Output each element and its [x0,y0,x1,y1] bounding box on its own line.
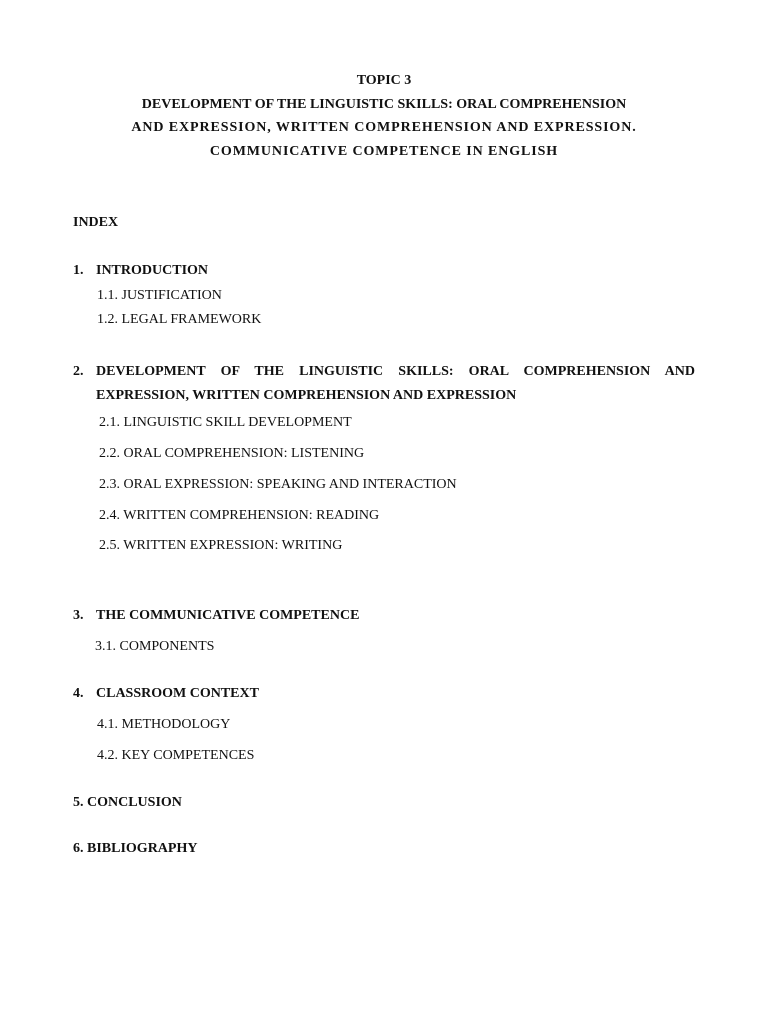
document-title [0,69,768,163]
subsection-item: 2.1. LINGUISTIC SKILL DEVELOPMENT [99,415,352,430]
section-title-line-1: DEVELOPMENT OF THE LINGUISTIC SKILLS: ORAL COMPREHENSION AND [96,364,695,379]
section-1-heading [73,262,208,280]
section-title: INTRODUCTION [96,263,209,278]
section-number: 4. [73,686,84,701]
subsection-item: 2.2. ORAL COMPREHENSION: LISTENING [99,446,365,461]
subsection-item: 1.2. LEGAL FRAMEWORK [97,312,262,327]
section-number: 2. [73,364,84,379]
subsection-item: 4.1. METHODOLOGY [97,717,231,732]
title-line-3: COMMUNICATIVE COMPETENCE IN ENGLISH [209,143,559,159]
section-5-heading: 5. CONCLUSION [73,795,182,810]
section-2-heading [73,360,695,408]
section-3-heading [73,607,359,625]
subsection-item: 2.5. WRITTEN EXPRESSION: WRITING [99,538,343,553]
section-title: CLASSROOM CONTEXT [96,686,259,701]
section-6-heading: 6. BIBLIOGRAPHY [73,841,198,856]
title-line-1: DEVELOPMENT OF THE LINGUISTIC SKILLS: ORAL COMPREHENSION [141,96,627,112]
section-number: 3. [73,608,84,623]
title-line-2: AND EXPRESSION, WRITTEN COMPREHENSION AND EXPRESSION. [131,120,637,135]
subsection-item: 4.2. KEY COMPETENCES [97,748,255,763]
section-4-heading [73,685,259,703]
subsection-item: 3.1. COMPONENTS [95,639,215,654]
subsection-item: 1.1. JUSTIFICATION [97,288,222,303]
subsection-item: 2.3. ORAL EXPRESSION: SPEAKING AND INTERACTION [99,477,457,492]
section-title [96,360,695,408]
section-number: 1. [73,263,84,278]
subsection-item: 2.4. WRITTEN COMPREHENSION: READING [99,508,380,523]
section-title: THE COMMUNICATIVE COMPETENCE [96,608,360,623]
topic-number: TOPIC 3 [356,73,412,88]
index-heading: INDEX [73,215,119,230]
section-title-line-2: EXPRESSION, WRITTEN COMPREHENSION AND EXPRESSION [96,388,517,403]
